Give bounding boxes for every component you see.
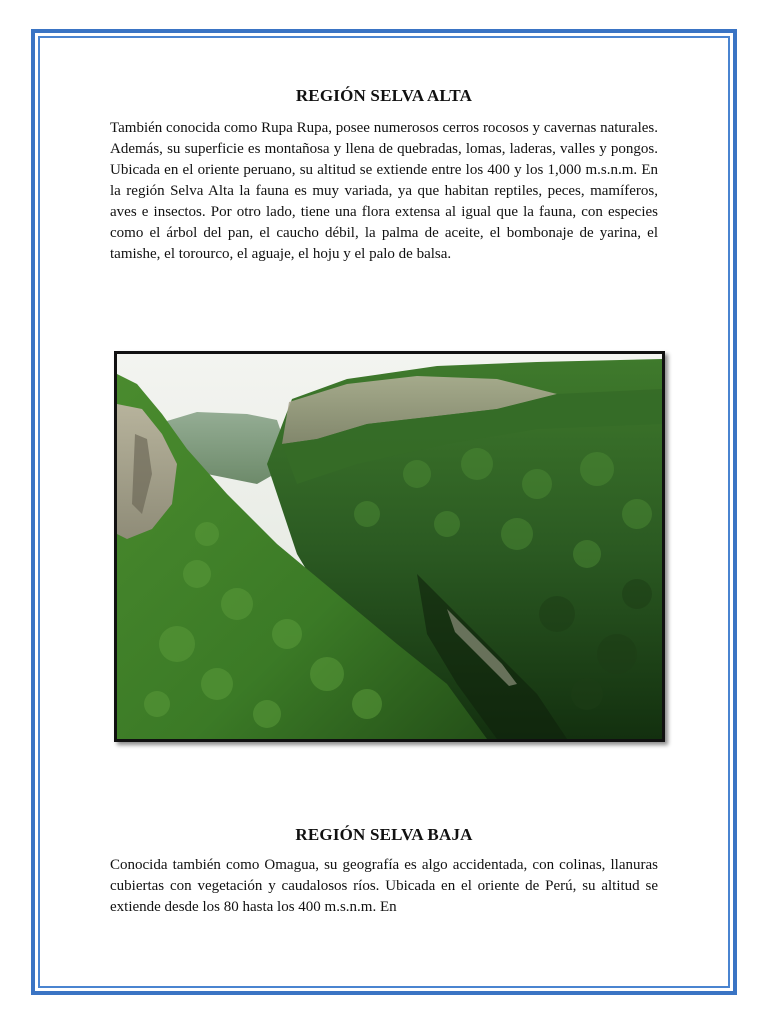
section-heading-selva-alta: REGIÓN SELVA ALTA [295, 86, 473, 105]
forested-canyon-photo [114, 351, 665, 742]
canyon-illustration [117, 354, 662, 739]
section-paragraph-selva-alta: También conocida como Rupa Rupa, posee numerosos cerros rocosos y cavernas naturales. Además, su superficie es montañosa y llena de quebradas, lomas, laderas, valles y pongos. Ubicada en el oriente peruano, su altitud se extiende entre los 400 y los 1,000 m.s.n.m. En la región Selva Alta la fauna es muy variada, ya que habitan reptiles, peces, mamíferos, aves e insectos. Por otro lado, tiene una flora extensa al igual que la fauna, con especies como el árbol del pan, el caucho débil, la palma de aceite, el bombonaje de yarina, el tamishe, el torourco, el aguaje, el hoju y el palo de balsa. [110, 120, 658, 262]
section-heading-selva-baja: REGIÓN SELVA BAJA [295, 825, 473, 844]
section-paragraph-selva-baja: Conocida también como Omagua, su geografía es algo accidentada, con colinas, llanuras cubiertas con vegetación y caudalosos ríos. Ubicada en el oriente de Perú, su altitud se extiende desde los 80 hasta los 400 m.s.n.m. En [110, 857, 658, 915]
